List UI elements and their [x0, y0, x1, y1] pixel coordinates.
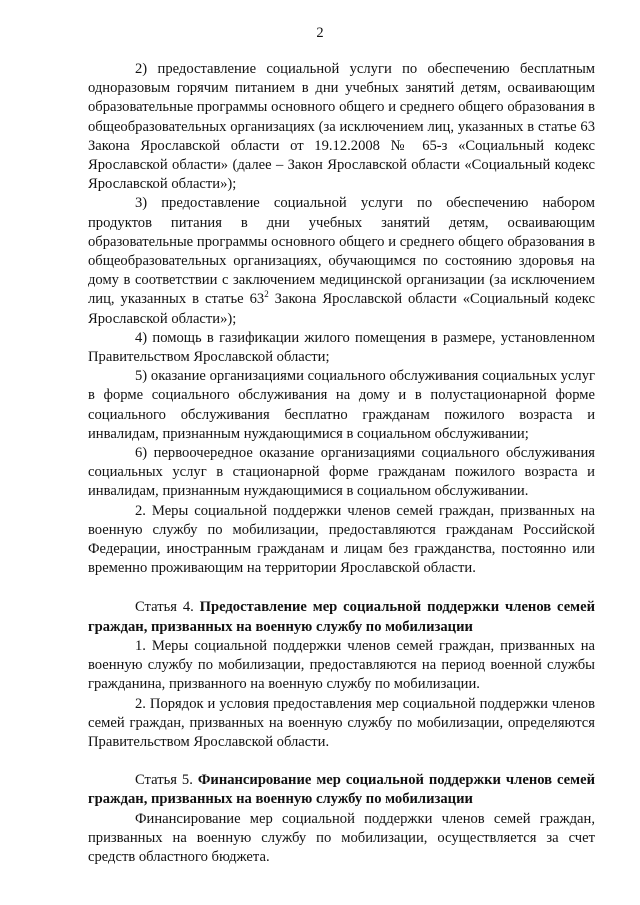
list-item-3-text: 3) предоставление социальной услуги по обеспечению набором продуктов питания в дни учебных занятий детям, осваивающим образовательные программы основного общего и среднего общего образования в общеобразовательных организациях, обучающимся по состоянию здоровья на дому в соответствии с заключением медицинской организации (за исключением лиц, указанных в статье 63	[88, 195, 595, 308]
article-4-prefix: Статья 4.	[135, 599, 200, 616]
superscript: 2	[264, 289, 269, 300]
list-item-3	[88, 194, 595, 328]
list-item-2: 2) предоставление социальной услуги по обеспечению бесплатным одноразовым горячим питанием в дни учебных занятий детям, осваивающим образовательные программы основного общего и среднего общего образования в общеобразовательных организациях (за исключением лиц, указанных в статье 63 Закона Ярославской области от 19.12.2008 № 65-з «Социальный кодекс Ярославской области» (далее – Закон Ярославской области «Социальный кодекс Ярославской области»);	[88, 61, 595, 193]
article-5-prefix: Статья 5.	[135, 772, 198, 789]
article-5-clause-1: Финансирование мер социальной поддержки членов семей граждан, призванных на военную службу по мобилизации, осуществляется за счет средств областного бюджета.	[88, 810, 595, 865]
article-4-heading	[88, 598, 595, 636]
list-item-6: 6) первоочередное оказание организациями социального обслуживания социальных услуг в стационарной форме гражданам пожилого возраста и инвалидам, признанным нуждающимися в социальном обслуживании.	[88, 445, 595, 500]
list-item-4: 4) помощь в газификации жилого помещения в размере, установленном Правительством Ярославской области;	[88, 329, 595, 366]
document-body	[88, 60, 595, 867]
clause-2: 2. Меры социальной поддержки членов семей граждан, призванных на военную службу по мобилизации, предоставляются гражданам Российской Федерации, иностранным гражданам и лицам без гражданства, постоянно или временно проживающим на территории Ярославской области.	[88, 502, 595, 577]
list-item-3-text-end: Закона Ярославской области «Социальный кодекс Ярославской области»);	[88, 291, 595, 327]
article-4-clause-1: 1. Меры социальной поддержки членов семей граждан, призванных на военную службу по мобилизации, предоставляются на период военной службы гражданина, призванного на военную службу по мобилизации.	[88, 637, 595, 693]
article-5-heading	[88, 771, 595, 809]
list-item-5: 5) оказание организациями социального обслуживания социальных услуг в форме социального обслуживания на дому и в полустационарной форме социального обслуживания бесплатно гражданам пожилого возраста и инвалидам, признанным нуждающимися в социальном обслуживании;	[88, 368, 595, 442]
article-5-title: Финансирование мер социальной поддержки членов семей граждан, призванных на военную службу по мобилизации	[88, 772, 595, 808]
page-number: 2	[316, 25, 324, 41]
article-4-clause-2: 2. Порядок и условия предоставления мер социальной поддержки членов семей граждан, призванных на военную службу по мобилизации, определяются Правительством Ярославской области.	[88, 695, 595, 750]
article-4-title: Предоставление мер социальной поддержки членов семей граждан, призванных на военную службу по мобилизации	[88, 599, 595, 635]
